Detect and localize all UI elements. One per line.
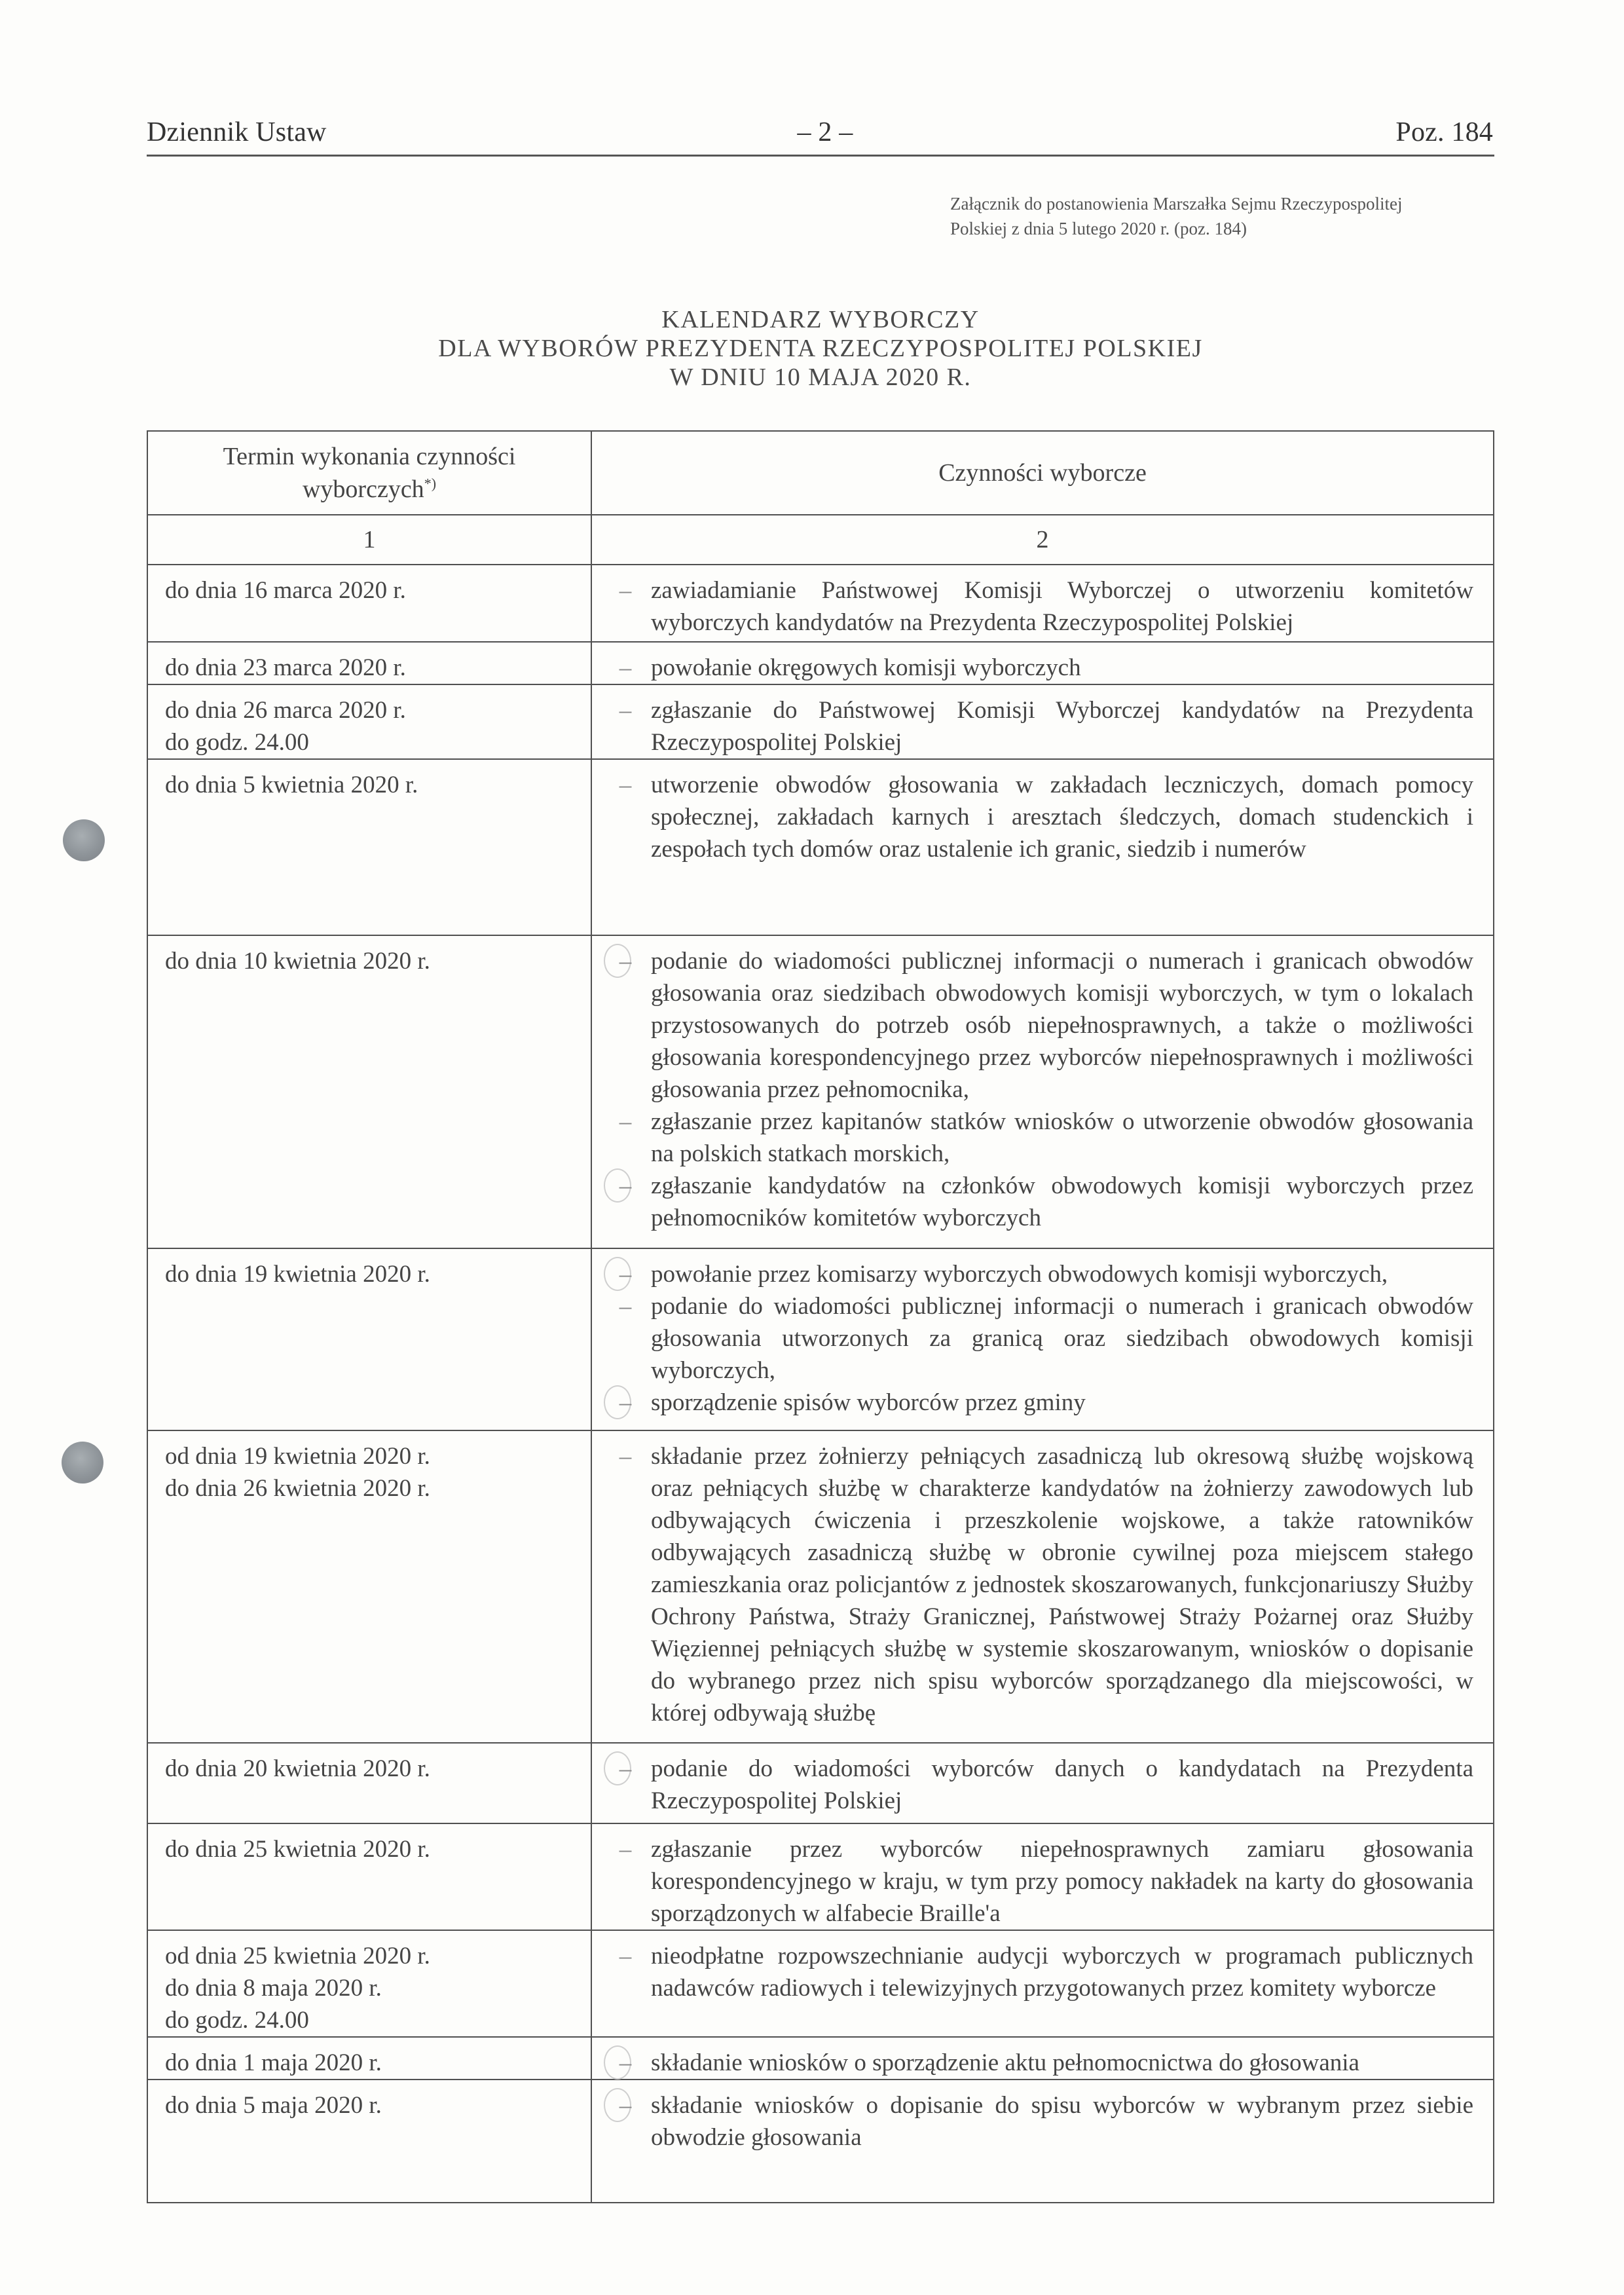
activities-cell xyxy=(591,1930,1494,2037)
term-line: do dnia 8 maja 2020 r. xyxy=(165,1975,382,2002)
term-cell xyxy=(147,2037,591,2080)
list-dash-icon: – xyxy=(619,1389,632,1416)
activity-item xyxy=(608,769,1473,865)
activity-text: składanie wniosków o dopisanie do spisu wyborców w wybranym przez siebie obwodzie głosowania xyxy=(651,2092,1473,2151)
activity-item xyxy=(608,2089,1473,2154)
activity-item xyxy=(608,1940,1473,2004)
term-cell xyxy=(147,565,591,642)
activity-text: składanie wniosków o sporządzenie aktu pełnomocnictwa do głosowania xyxy=(651,2049,1359,2076)
table-row xyxy=(147,1930,1494,2037)
term-cell xyxy=(147,935,591,1248)
header-term-text: wyborczych xyxy=(302,476,424,503)
activities-cell xyxy=(591,684,1494,759)
table-row xyxy=(147,2037,1494,2080)
list-dash-icon: – xyxy=(619,948,632,975)
term-line: od dnia 25 kwietnia 2020 r. xyxy=(165,1943,430,1969)
column-header-activities: Czynności wyborcze xyxy=(591,431,1494,515)
activity-item xyxy=(608,694,1473,758)
term-line: do dnia 1 maja 2020 r. xyxy=(165,2049,382,2076)
footnote-marker: *) xyxy=(424,475,437,492)
term-cell xyxy=(147,1430,591,1743)
activity-text: utworzenie obwodów głosowania w zakładach leczniczych, domach pomocy społecznej, zakładach karnych i aresztach śledczych, domach studenckich i zespołach tych domów oraz ustalenie ich granic, siedzib i numerów xyxy=(651,772,1473,863)
table-row xyxy=(147,759,1494,935)
list-dash-icon: – xyxy=(619,1108,632,1135)
term-line: do dnia 20 kwietnia 2020 r. xyxy=(165,1755,430,1782)
activities-cell xyxy=(591,642,1494,684)
term-cell xyxy=(147,684,591,759)
list-dash-icon: – xyxy=(619,772,632,798)
list-dash-icon: – xyxy=(619,1836,632,1863)
header-rule xyxy=(147,155,1494,157)
term-cell xyxy=(147,1930,591,2037)
table-row xyxy=(147,565,1494,642)
term-line: do dnia 19 kwietnia 2020 r. xyxy=(165,1261,430,1288)
page-number: – 2 – xyxy=(797,117,853,147)
activity-item xyxy=(608,1290,1473,1387)
list-dash-icon: – xyxy=(619,697,632,724)
activity-item xyxy=(608,1106,1473,1170)
table-row xyxy=(147,1248,1494,1430)
term-cell xyxy=(147,1823,591,1930)
annex-note xyxy=(950,191,1513,241)
activities-cell xyxy=(591,759,1494,935)
activity-text: zgłaszanie przez wyborców niepełnosprawnych zamiaru głosowania korespondencyjnego w kraju, w tym przy pomocy nakładek na karty do głosowania sporządzonych w alfabecie Braille'a xyxy=(651,1836,1473,1927)
activity-text: zawiadamianie Państwowej Komisji Wyborczej o utworzeniu komitetów wyborczych kandydatów na Prezydenta Rzeczypospolitej Polskiej xyxy=(651,577,1473,636)
list-dash-icon: – xyxy=(619,1943,632,1969)
item-number: Poz. 184 xyxy=(1395,117,1493,147)
activity-item xyxy=(608,2047,1473,2079)
activity-item xyxy=(608,652,1473,684)
activity-text: składanie przez żołnierzy pełniących zasadniczą lub okresową służbę wojskową oraz pełniących służbę w charakterze kandydatów na żołnierzy zawodowych lub odbywających ćwiczenia i przeszkolenie wojskowe, a także ratowników odbywających zasadniczą służbę w obronie cywilnej poza miejscem stałego zamieszkania oraz policjantów z jednostek skoszarowanych, funkcjonariuszy Służby Ochrony Państwa, Straży Granicznej, Państwowej Straży Pożarnej oraz Służby Więziennej pełniących służbę w systemie skoszarowanym, wniosków o dopisanie do wybranego przez nich spisu wyborców sporządzanego dla miejscowości, w której odbywają służbę xyxy=(651,1443,1473,1726)
annex-note-line: Załącznik do postanowienia Marszałka Sejmu Rzeczypospolitej xyxy=(950,194,1403,214)
header-term-line1: Termin wykonania czynności xyxy=(223,443,516,470)
term-line: do dnia 23 marca 2020 r. xyxy=(165,654,406,681)
activity-item xyxy=(608,1753,1473,1817)
column-number-2: 2 xyxy=(591,515,1494,565)
term-line: do godz. 24.00 xyxy=(165,2007,309,2034)
column-header-term xyxy=(147,431,591,515)
punch-hole xyxy=(63,819,105,861)
activity-item xyxy=(608,1833,1473,1930)
table-row xyxy=(147,1823,1494,1930)
activity-text: powołanie okręgowych komisji wyborczych xyxy=(651,654,1081,681)
table-row xyxy=(147,1743,1494,1823)
term-line: do dnia 26 kwietnia 2020 r. xyxy=(165,1475,430,1502)
list-dash-icon: – xyxy=(619,1172,632,1199)
activity-text: podanie do wiadomości wyborców danych o kandydatach na Prezydenta Rzeczypospolitej Polskiej xyxy=(651,1755,1473,1814)
list-dash-icon: – xyxy=(619,2092,632,2119)
title-line: DLA WYBORÓW PREZYDENTA RZECZYPOSPOLITEJ POLSKIEJ xyxy=(438,335,1203,362)
table-row xyxy=(147,2080,1494,2203)
table-row xyxy=(147,642,1494,684)
list-dash-icon: – xyxy=(619,654,632,681)
activity-text: zgłaszanie kandydatów na członków obwodowych komisji wyborczych przez pełnomocników komitetów wyborczych xyxy=(651,1172,1473,1231)
activity-text: nieodpłatne rozpowszechnianie audycji wyborczych w programach publicznych nadawców radiowych i telewizyjnych przygotowanych przez komitety wyborcze xyxy=(651,1943,1473,2002)
column-number-1: 1 xyxy=(147,515,591,565)
activities-cell xyxy=(591,935,1494,1248)
activity-item xyxy=(608,574,1473,639)
election-calendar-table xyxy=(147,430,1494,2203)
activities-cell xyxy=(591,565,1494,642)
activities-cell xyxy=(591,1430,1494,1743)
list-dash-icon: – xyxy=(619,2049,632,2076)
activities-cell xyxy=(591,1823,1494,1930)
table-header-row xyxy=(147,431,1494,515)
list-dash-icon: – xyxy=(619,577,632,604)
punch-hole xyxy=(62,1442,103,1483)
running-header-journal: Dziennik Ustaw xyxy=(147,117,327,147)
activity-text: zgłaszanie do Państwowej Komisji Wyborczej kandydatów na Prezydenta Rzeczypospolitej Polskiej xyxy=(651,697,1473,756)
activity-text: podanie do wiadomości publicznej informacji o numerach i granicach obwodów głosowania utworzonych za granicą oraz siedzibach obwodowych komisji wyborczych, xyxy=(651,1293,1473,1384)
table-row xyxy=(147,1430,1494,1743)
term-line: do dnia 5 maja 2020 r. xyxy=(165,2092,382,2119)
list-dash-icon: – xyxy=(619,1261,632,1288)
activity-text: zgłaszanie przez kapitanów statków wniosków o utworzenie obwodów głosowania na polskich statkach morskich, xyxy=(651,1108,1473,1167)
activity-item xyxy=(608,1170,1473,1234)
term-line: do dnia 25 kwietnia 2020 r. xyxy=(165,1836,430,1863)
header-term-line2 xyxy=(148,473,591,506)
term-line: do dnia 26 marca 2020 r. xyxy=(165,697,406,724)
list-dash-icon: – xyxy=(619,1293,632,1320)
column-number-row xyxy=(147,515,1494,565)
term-cell xyxy=(147,642,591,684)
term-line: do dnia 10 kwietnia 2020 r. xyxy=(165,948,430,975)
activities-cell xyxy=(591,1743,1494,1823)
activity-item xyxy=(608,1258,1473,1290)
activity-item xyxy=(608,1440,1473,1729)
activities-cell xyxy=(591,2037,1494,2080)
title-line: KALENDARZ WYBORCZY xyxy=(661,306,980,333)
term-cell xyxy=(147,1248,591,1430)
document-title xyxy=(147,305,1494,392)
activities-cell xyxy=(591,2080,1494,2203)
activities-cell xyxy=(591,1248,1494,1430)
list-dash-icon: – xyxy=(619,1443,632,1470)
annex-note-line: Polskiej z dnia 5 lutego 2020 r. (poz. 184) xyxy=(950,219,1247,238)
activity-text: powołanie przez komisarzy wyborczych obwodowych komisji wyborczych, xyxy=(651,1261,1388,1288)
title-line: W DNIU 10 MAJA 2020 R. xyxy=(669,364,972,391)
table-row xyxy=(147,935,1494,1248)
term-line: do dnia 16 marca 2020 r. xyxy=(165,577,406,604)
term-line: do godz. 24.00 xyxy=(165,729,309,756)
term-cell xyxy=(147,2080,591,2203)
term-cell xyxy=(147,759,591,935)
activity-item xyxy=(608,1387,1473,1419)
activity-text: podanie do wiadomości publicznej informacji o numerach i granicach obwodów głosowania oraz siedzibach obwodowych komisji wyborczych, w tym o lokalach przystosowanych do potrzeb osób niepełnosprawnych, a także o możliwości głosowania korespondencyjnego przez wyborców niepełnosprawnych i możliwości głosowania przez pełnomocnika, xyxy=(651,948,1473,1103)
activity-item xyxy=(608,945,1473,1106)
list-dash-icon: – xyxy=(619,1755,632,1782)
term-cell xyxy=(147,1743,591,1823)
activity-text: sporządzenie spisów wyborców przez gminy xyxy=(651,1389,1086,1416)
table-row xyxy=(147,684,1494,759)
term-line: od dnia 19 kwietnia 2020 r. xyxy=(165,1443,430,1470)
term-line: do dnia 5 kwietnia 2020 r. xyxy=(165,772,418,798)
